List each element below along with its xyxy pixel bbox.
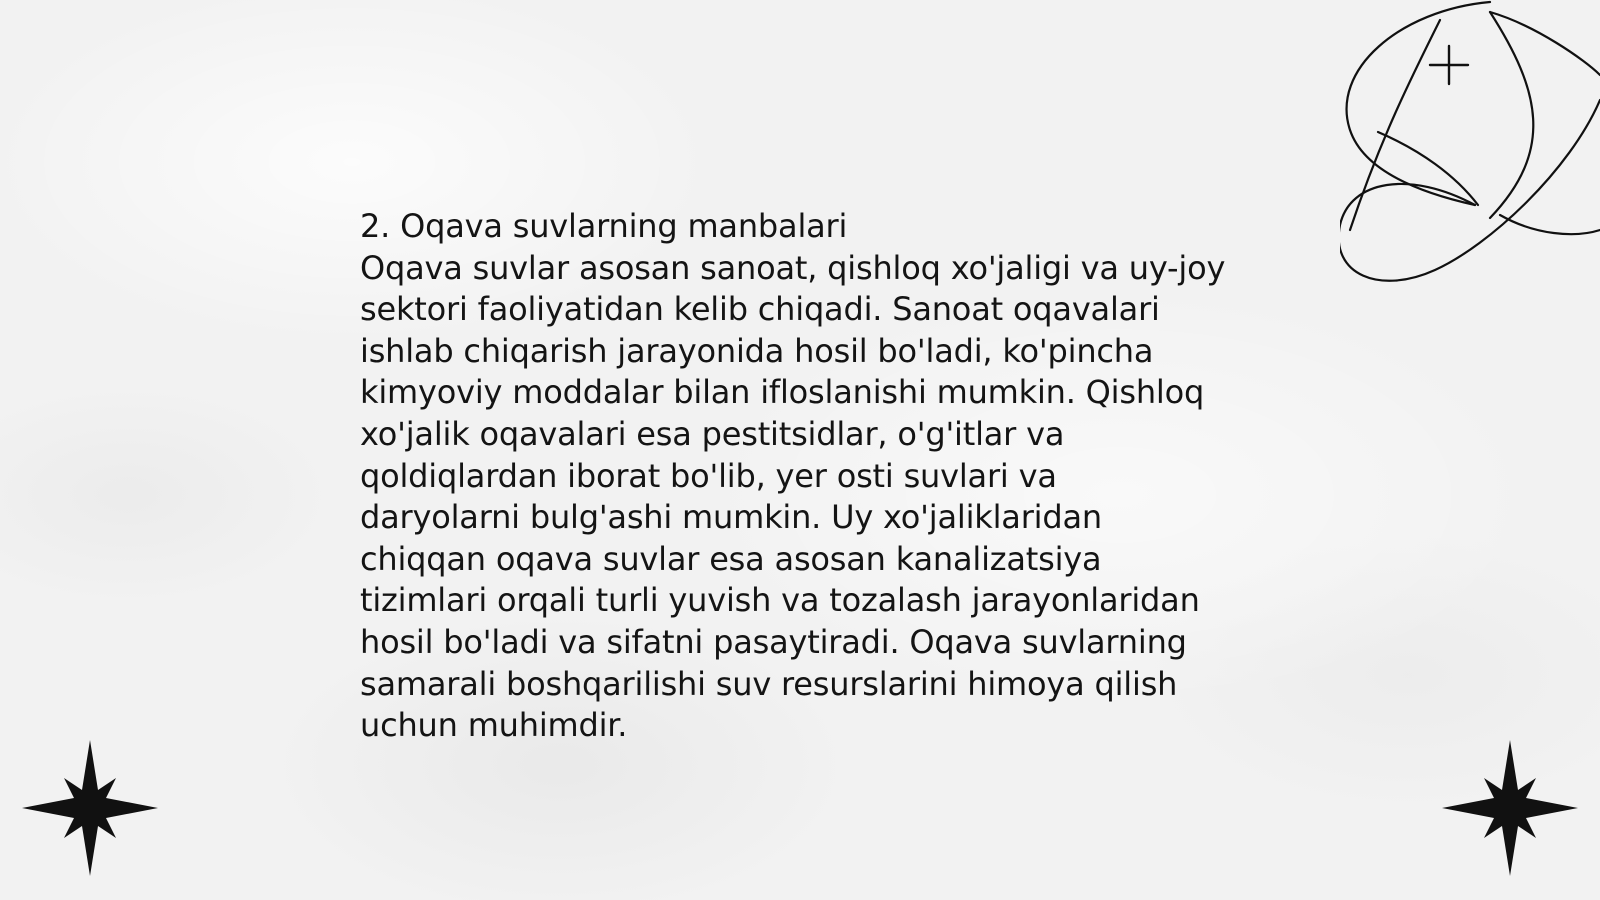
four-point-star-icon bbox=[1440, 738, 1580, 878]
slide-body: Oqava suvlar asosan sanoat, qishloq xo'jaligi va uy-joy sektori faoliyatidan kelib chiqadi. Sanoat oqavalari ishlab chiqarish jarayonida hosil bo'ladi, ko'pincha kimyoviy moddalar bilan ifloslanishi mumkin. Qishloq xo'jalik oqavalari esa pestitsidlar, o'g'itlar va qoldiqlardan iborat bo'lib, yer osti suvlari va daryolarni bulg'ashi mumkin. Uy xo'jaliklaridan chiqqan oqava suvlar esa asosan kanalizatsiya tizimlari orqali turli yuvish va tozalash jarayonlaridan hosil bo'ladi va sifatni pasaytiradi. Oqava suvlarning samarali boshqarilishi suv resurslarini himoya qilish uchun muhimdir. bbox=[360, 248, 1226, 745]
sparkle-icon bbox=[1428, 44, 1470, 86]
slide-content bbox=[360, 206, 1260, 747]
four-point-star-icon bbox=[20, 738, 160, 878]
orbit-lines-icon bbox=[1340, 0, 1600, 290]
slide-heading: 2. Oqava suvlarning manbalari bbox=[360, 207, 848, 245]
